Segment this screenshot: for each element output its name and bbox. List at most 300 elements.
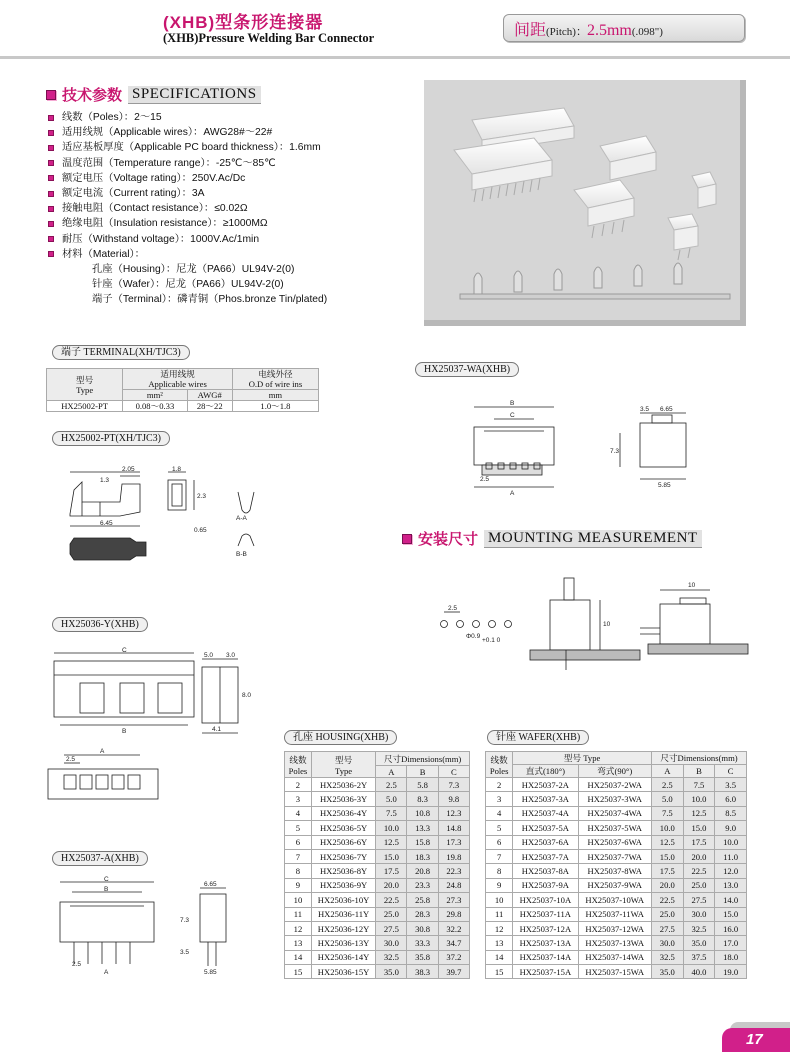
y-dim-25: 2.5 bbox=[66, 756, 76, 763]
table-cell: HX25036-4Y bbox=[311, 806, 375, 820]
cell: 1.0～1.8 bbox=[232, 401, 318, 412]
hx25002-label: HX25002-PT(XH/TJC3) bbox=[52, 431, 170, 446]
wa-dim-b: B bbox=[510, 400, 515, 407]
table-cell: 4 bbox=[486, 806, 513, 820]
table-cell: HX25037-10A bbox=[513, 893, 578, 907]
table-cell: HX25036-9Y bbox=[311, 878, 375, 892]
table-cell: 11.0 bbox=[715, 849, 747, 863]
table-cell: 11 bbox=[486, 907, 513, 921]
specs-heading-cn: 技术参数 bbox=[62, 87, 123, 104]
table-cell: 2 bbox=[486, 778, 513, 792]
bullet-icon bbox=[48, 236, 54, 242]
title-en-text: Pressure Welding Bar Connector bbox=[198, 31, 375, 45]
table-cell: HX25037-15A bbox=[513, 965, 578, 979]
table-cell: 13.0 bbox=[715, 878, 747, 892]
table-cell: 2.5 bbox=[652, 778, 684, 792]
table-cell: 37.2 bbox=[438, 950, 469, 964]
table-row bbox=[486, 878, 747, 892]
heading-bullet-icon bbox=[46, 90, 56, 100]
table-cell: 7.3 bbox=[438, 778, 469, 792]
table-cell: 27.3 bbox=[438, 893, 469, 907]
dim-645: 6.45 bbox=[100, 520, 113, 527]
table-cell: 6.0 bbox=[715, 792, 747, 806]
spec-item bbox=[48, 201, 327, 216]
cell: 28～22 bbox=[187, 401, 232, 412]
table-cell: 6 bbox=[486, 835, 513, 849]
dim-205: 2.05 bbox=[122, 466, 135, 473]
table-row bbox=[486, 921, 747, 935]
table-row bbox=[486, 849, 747, 863]
spec-list bbox=[48, 110, 327, 308]
table-cell: 14 bbox=[285, 950, 312, 964]
table-cell: 17.3 bbox=[438, 835, 469, 849]
table-cell: 17.0 bbox=[715, 936, 747, 950]
header-poles-cn: 线数 bbox=[289, 754, 307, 765]
a-dim-73: 7.3 bbox=[180, 917, 190, 924]
table-cell: 15.0 bbox=[683, 821, 715, 835]
table-cell: HX25037-5WA bbox=[578, 821, 652, 835]
table-cell: 9.0 bbox=[715, 821, 747, 835]
product-photo-graphic bbox=[424, 80, 740, 320]
table-cell: HX25036-10Y bbox=[311, 893, 375, 907]
table-cell: 32.5 bbox=[683, 921, 715, 935]
dim-23: 2.3 bbox=[197, 493, 207, 500]
table-cell: 28.3 bbox=[407, 907, 438, 921]
table-cell: HX25036-7Y bbox=[311, 849, 375, 863]
bullet-icon bbox=[48, 145, 54, 151]
table-cell: 3 bbox=[486, 792, 513, 806]
a-dim-665: 6.65 bbox=[204, 881, 217, 888]
table-cell: 8 bbox=[486, 864, 513, 878]
table-cell: 32.5 bbox=[652, 950, 684, 964]
header-dimensions: 尺寸Dimensions(mm) bbox=[652, 752, 747, 765]
dim-065: 0.65 bbox=[194, 527, 207, 534]
table-cell: 32.5 bbox=[376, 950, 407, 964]
table-row bbox=[285, 792, 470, 806]
table-cell: HX25037-11WA bbox=[578, 907, 652, 921]
header-poles bbox=[486, 752, 513, 778]
material-wafer: 针座（Wafer）：尼龙（PA66）UL94V-2(0) bbox=[92, 279, 284, 291]
header-dimensions: 尺寸Dimensions(mm) bbox=[376, 752, 470, 766]
table-cell: HX25037-14WA bbox=[578, 950, 652, 964]
table-cell: 10.0 bbox=[683, 792, 715, 806]
table-cell: 17.5 bbox=[683, 835, 715, 849]
table-cell: HX25037-2WA bbox=[578, 778, 652, 792]
spec-item bbox=[48, 232, 327, 247]
header-od-cn: 电线外径 bbox=[258, 369, 293, 379]
table-cell: HX25037-4A bbox=[513, 806, 578, 820]
table-cell: HX25037-12A bbox=[513, 921, 578, 935]
header-straight: 直式(180°) bbox=[513, 765, 578, 778]
header-type bbox=[47, 369, 123, 401]
table-cell: HX25036-8Y bbox=[311, 864, 375, 878]
table-cell: HX25036-5Y bbox=[311, 821, 375, 835]
wafer-ra-drawing bbox=[460, 395, 710, 505]
terminal-table bbox=[46, 368, 319, 412]
table-cell: 16.0 bbox=[715, 921, 747, 935]
table-cell: 2 bbox=[285, 778, 312, 792]
spec-item bbox=[48, 216, 327, 231]
table-cell: 13 bbox=[285, 936, 312, 950]
table-cell: 13.3 bbox=[407, 821, 438, 835]
table-row bbox=[285, 965, 470, 979]
table-cell: 7.5 bbox=[683, 778, 715, 792]
table-row bbox=[285, 921, 470, 935]
spec-text: 适应基板厚度（Applicable PC board thickness）：1.6mm bbox=[62, 142, 321, 154]
housing-label: 孔座 HOUSING(XHB) bbox=[284, 730, 397, 745]
dim-18: 1.8 bbox=[172, 466, 182, 473]
table-cell: 18.3 bbox=[407, 849, 438, 863]
header-type bbox=[311, 752, 375, 778]
title-cn-prefix: (XHB) bbox=[163, 13, 216, 32]
terminal-label: 端子 TERMINAL(XH/TJC3) bbox=[52, 345, 190, 360]
table-cell: 10 bbox=[285, 893, 312, 907]
header-wires-en: Applicable wires bbox=[148, 379, 207, 389]
table-cell: 30.0 bbox=[652, 936, 684, 950]
header-od bbox=[232, 369, 318, 390]
table-cell: 9.8 bbox=[438, 792, 469, 806]
table-cell: 10 bbox=[486, 893, 513, 907]
table-cell: HX25036-15Y bbox=[311, 965, 375, 979]
spec-text: 额定电压（Voltage rating）：250V.Ac/Dc bbox=[62, 172, 246, 184]
table-row bbox=[285, 907, 470, 921]
table-cell: 15.0 bbox=[652, 849, 684, 863]
table-cell: HX25037-13A bbox=[513, 936, 578, 950]
header-b: B bbox=[407, 766, 438, 778]
table-row bbox=[486, 936, 747, 950]
a-dim-c: C bbox=[104, 876, 109, 883]
wafer-straight-drawing bbox=[44, 874, 274, 984]
table-cell: HX25036-3Y bbox=[311, 792, 375, 806]
hx25037a-label: HX25037-A(XHB) bbox=[52, 851, 148, 866]
table-cell: 22.3 bbox=[438, 864, 469, 878]
cell: HX25002-PT bbox=[47, 401, 123, 412]
y-dim-b: B bbox=[122, 728, 127, 735]
table-cell: 32.2 bbox=[438, 921, 469, 935]
table-cell: 13 bbox=[486, 936, 513, 950]
section-bb: B-B bbox=[236, 551, 247, 558]
table-cell: 27.5 bbox=[683, 893, 715, 907]
table-cell: 8.3 bbox=[407, 792, 438, 806]
spec-text: 适用线规（Applicable wires）：AWG28#～22# bbox=[62, 127, 273, 139]
mount-dim-tol: +0.1 0 bbox=[482, 637, 501, 644]
table-cell: 33.3 bbox=[407, 936, 438, 950]
table-cell: 35.0 bbox=[683, 936, 715, 950]
mount-dim-25: 2.5 bbox=[448, 605, 458, 612]
table-cell: HX25037-8WA bbox=[578, 864, 652, 878]
table-cell: 9 bbox=[486, 878, 513, 892]
table-row bbox=[486, 835, 747, 849]
table-row bbox=[285, 864, 470, 878]
table-cell: HX25037-3WA bbox=[578, 792, 652, 806]
header-poles-en: Poles bbox=[489, 765, 509, 776]
page-number: 17 bbox=[722, 1028, 790, 1052]
table-cell: HX25037-5A bbox=[513, 821, 578, 835]
spec-item bbox=[48, 140, 327, 155]
table-cell: 10.0 bbox=[376, 821, 407, 835]
mount-dim-hole: Φ0.9 bbox=[466, 633, 481, 640]
spec-text: 材料（Material）： bbox=[62, 248, 145, 260]
table-cell: HX25037-11A bbox=[513, 907, 578, 921]
spec-item bbox=[48, 156, 327, 171]
a-dim-35: 3.5 bbox=[180, 949, 190, 956]
table-cell: 23.3 bbox=[407, 878, 438, 892]
specs-heading-en: SPECIFICATIONS bbox=[128, 86, 261, 104]
table-cell: 30.0 bbox=[683, 907, 715, 921]
header-type-en: Type bbox=[76, 384, 94, 395]
header-type: 型号 Type bbox=[513, 752, 652, 765]
table-cell: 20.8 bbox=[407, 864, 438, 878]
spec-text: 线数（Poles）：2～15 bbox=[62, 112, 162, 123]
spec-text: 接触电阻（Contact resistance）：≤0.02Ω bbox=[62, 203, 248, 215]
table-cell: HX25037-3A bbox=[513, 792, 578, 806]
header-od-en: O.D of wire ins bbox=[248, 379, 303, 389]
table-cell: 14 bbox=[486, 950, 513, 964]
bullet-icon bbox=[48, 130, 54, 136]
wa-dim-25: 2.5 bbox=[480, 476, 490, 483]
a-dim-585: 5.85 bbox=[204, 969, 217, 976]
a-dim-25: 2.5 bbox=[72, 961, 82, 968]
table-row bbox=[486, 864, 747, 878]
table-cell: 19.8 bbox=[438, 849, 469, 863]
table-cell: 10.0 bbox=[715, 835, 747, 849]
table-cell: 25.0 bbox=[376, 907, 407, 921]
spec-item bbox=[48, 247, 327, 262]
table-cell: 25.0 bbox=[683, 878, 715, 892]
table-row bbox=[486, 950, 747, 964]
y-dim-30: 3.0 bbox=[226, 652, 236, 659]
table-cell: HX25037-9A bbox=[513, 878, 578, 892]
table-cell: 30.8 bbox=[407, 921, 438, 935]
table-cell: 7.5 bbox=[652, 806, 684, 820]
bullet-icon bbox=[48, 191, 54, 197]
table-cell: 20.0 bbox=[652, 878, 684, 892]
header-b: B bbox=[683, 765, 715, 778]
header-poles-en: Poles bbox=[288, 765, 308, 776]
mounting-drawing bbox=[430, 570, 750, 680]
table-cell: 25.0 bbox=[652, 907, 684, 921]
mounting-heading bbox=[402, 528, 702, 549]
header-type-en: Type bbox=[335, 765, 353, 776]
table-cell: 6 bbox=[285, 835, 312, 849]
bullet-icon bbox=[48, 251, 54, 257]
table-row bbox=[486, 821, 747, 835]
page-title-cn bbox=[163, 8, 323, 33]
table-row bbox=[285, 936, 470, 950]
pitch-value: 2.5mm bbox=[586, 22, 632, 39]
material-terminal: 端子（Terminal）：磷青铜（Phos.bronze Tin/plated) bbox=[92, 294, 328, 306]
table-cell: 12.3 bbox=[438, 806, 469, 820]
pitch-label: (Pitch)： bbox=[546, 26, 587, 38]
table-row bbox=[285, 821, 470, 835]
table-cell: HX25037-7A bbox=[513, 849, 578, 863]
cell: 0.08～0.33 bbox=[123, 401, 187, 412]
a-dim-b: B bbox=[104, 886, 109, 893]
table-cell: 25.8 bbox=[407, 893, 438, 907]
table-cell: 2.5 bbox=[376, 778, 407, 792]
y-dim-50: 5.0 bbox=[204, 652, 214, 659]
table-cell: 12 bbox=[285, 921, 312, 935]
table-row bbox=[486, 965, 747, 979]
y-dim-c: C bbox=[122, 647, 127, 654]
table-row bbox=[486, 907, 747, 921]
bullet-icon bbox=[48, 175, 54, 181]
table-cell: HX25036-14Y bbox=[311, 950, 375, 964]
table-row bbox=[486, 806, 747, 820]
title-en-prefix: (XHB) bbox=[163, 31, 199, 45]
table-row bbox=[486, 792, 747, 806]
bullet-icon bbox=[48, 115, 54, 121]
housing-drawing bbox=[40, 645, 270, 840]
table-cell: 14.8 bbox=[438, 821, 469, 835]
hx25037wa-label: HX25037-WA(XHB) bbox=[415, 362, 519, 377]
spec-item bbox=[48, 125, 327, 140]
table-cell: 9 bbox=[285, 878, 312, 892]
table-cell: 39.7 bbox=[438, 965, 469, 979]
table-cell: 35.0 bbox=[652, 965, 684, 979]
spec-text: 温度范围（Temperature range）：-25℃～85℃ bbox=[62, 157, 276, 169]
pitch-box bbox=[503, 14, 745, 42]
table-cell: 24.8 bbox=[438, 878, 469, 892]
table-row bbox=[285, 778, 470, 792]
wa-dim-a: A bbox=[510, 490, 515, 497]
table-row bbox=[285, 893, 470, 907]
table-cell: 17.5 bbox=[376, 864, 407, 878]
table-cell: 35.0 bbox=[376, 965, 407, 979]
table-row bbox=[285, 835, 470, 849]
table-row bbox=[285, 806, 470, 820]
a-dim-a: A bbox=[104, 969, 109, 976]
y-dim-80: 8.0 bbox=[242, 692, 252, 699]
wa-dim-585: 5.85 bbox=[658, 482, 671, 489]
table-row bbox=[486, 778, 747, 792]
table-cell: 5.8 bbox=[407, 778, 438, 792]
spec-item bbox=[48, 110, 327, 125]
table-cell: HX25036-13Y bbox=[311, 936, 375, 950]
header-type-cn: 型号 bbox=[334, 754, 353, 765]
mount-dim-10b: 10 bbox=[688, 582, 696, 589]
wafer-label: 针座 WAFER(XHB) bbox=[487, 730, 589, 745]
bullet-icon bbox=[48, 221, 54, 227]
terminal-drawing bbox=[60, 462, 280, 582]
spec-item bbox=[48, 186, 327, 201]
table-cell: HX25037-6WA bbox=[578, 835, 652, 849]
table-cell: HX25037-12WA bbox=[578, 921, 652, 935]
table-cell: 30.0 bbox=[376, 936, 407, 950]
header-mm: mm bbox=[232, 390, 318, 401]
table-cell: 8 bbox=[285, 864, 312, 878]
wafer-table-body bbox=[486, 778, 747, 979]
title-cn-text: 型条形连接器 bbox=[215, 13, 324, 32]
page-title-en bbox=[163, 31, 374, 46]
table-cell: 22.5 bbox=[683, 864, 715, 878]
product-photo bbox=[424, 80, 746, 326]
table-cell: 12.0 bbox=[715, 864, 747, 878]
table-cell: 4 bbox=[285, 806, 312, 820]
wa-dim-665: 6.65 bbox=[660, 406, 673, 413]
table-cell: 5 bbox=[486, 821, 513, 835]
header-rule bbox=[0, 56, 790, 59]
table-cell: 17.5 bbox=[652, 864, 684, 878]
y-dim-a: A bbox=[100, 748, 105, 755]
table-cell: 3.5 bbox=[715, 778, 747, 792]
table-cell: HX25037-2A bbox=[513, 778, 578, 792]
spec-text: 额定电流（Current rating）：3A bbox=[62, 188, 205, 200]
pitch-cn: 间距 bbox=[514, 22, 547, 39]
table-cell: 34.7 bbox=[438, 936, 469, 950]
header-right-angle: 弯式(90°) bbox=[578, 765, 652, 778]
wa-dim-73: 7.3 bbox=[610, 448, 620, 455]
table-cell: 37.5 bbox=[683, 950, 715, 964]
pitch-inch: (.098") bbox=[631, 26, 663, 38]
material-housing: 孔座（Housing）：尼龙（PA66）UL94V-2(0) bbox=[92, 264, 295, 276]
table-cell: HX25037-14A bbox=[513, 950, 578, 964]
header-c: C bbox=[438, 766, 469, 778]
table-cell: 5.0 bbox=[376, 792, 407, 806]
table-cell: 7.5 bbox=[376, 806, 407, 820]
table-cell: 5.0 bbox=[652, 792, 684, 806]
table-cell: 38.3 bbox=[407, 965, 438, 979]
table-cell: HX25037-13WA bbox=[578, 936, 652, 950]
table-row bbox=[285, 950, 470, 964]
table-cell: HX25037-9WA bbox=[578, 878, 652, 892]
table-cell: HX25037-15WA bbox=[578, 965, 652, 979]
table-cell: HX25036-12Y bbox=[311, 921, 375, 935]
table-cell: 29.8 bbox=[438, 907, 469, 921]
table-cell: 27.5 bbox=[376, 921, 407, 935]
table-cell: 8.5 bbox=[715, 806, 747, 820]
header-wires bbox=[123, 369, 233, 390]
table-cell: 7 bbox=[486, 849, 513, 863]
table-cell: 22.5 bbox=[652, 893, 684, 907]
table-cell: HX25037-8A bbox=[513, 864, 578, 878]
spec-text: 绝缘电阻（Insulation resistance）：≥1000MΩ bbox=[62, 218, 268, 230]
table-cell: 14.0 bbox=[715, 893, 747, 907]
table-cell: 27.5 bbox=[652, 921, 684, 935]
table-cell: 40.0 bbox=[683, 965, 715, 979]
table-cell: 7 bbox=[285, 849, 312, 863]
table-cell: 5 bbox=[285, 821, 312, 835]
table-cell: HX25037-7WA bbox=[578, 849, 652, 863]
header-type-cn: 型号 bbox=[76, 374, 94, 385]
table-cell: 10.8 bbox=[407, 806, 438, 820]
wa-dim-c: C bbox=[510, 412, 515, 419]
table-cell: 19.0 bbox=[715, 965, 747, 979]
table-row bbox=[285, 849, 470, 863]
table-cell: 15.8 bbox=[407, 835, 438, 849]
heading-bullet-icon bbox=[402, 534, 412, 544]
table-cell: 3 bbox=[285, 792, 312, 806]
table-cell: HX25037-4WA bbox=[578, 806, 652, 820]
table-cell: 15.0 bbox=[376, 849, 407, 863]
header-poles bbox=[285, 752, 312, 778]
y-dim-41: 4.1 bbox=[212, 726, 222, 733]
spec-item bbox=[48, 171, 327, 186]
wafer-table bbox=[485, 751, 747, 979]
mounting-heading-cn: 安装尺寸 bbox=[418, 531, 479, 548]
header-a: A bbox=[376, 766, 407, 778]
table-cell: 11 bbox=[285, 907, 312, 921]
section-aa: A-A bbox=[236, 515, 247, 522]
table-cell: 12 bbox=[486, 921, 513, 935]
table-row bbox=[486, 893, 747, 907]
wa-dim-35: 3.5 bbox=[640, 406, 650, 413]
table-cell: 15 bbox=[486, 965, 513, 979]
table-row bbox=[285, 878, 470, 892]
specs-heading bbox=[46, 84, 261, 105]
table-cell: HX25036-11Y bbox=[311, 907, 375, 921]
mounting-heading-en: MOUNTING MEASUREMENT bbox=[484, 530, 702, 548]
